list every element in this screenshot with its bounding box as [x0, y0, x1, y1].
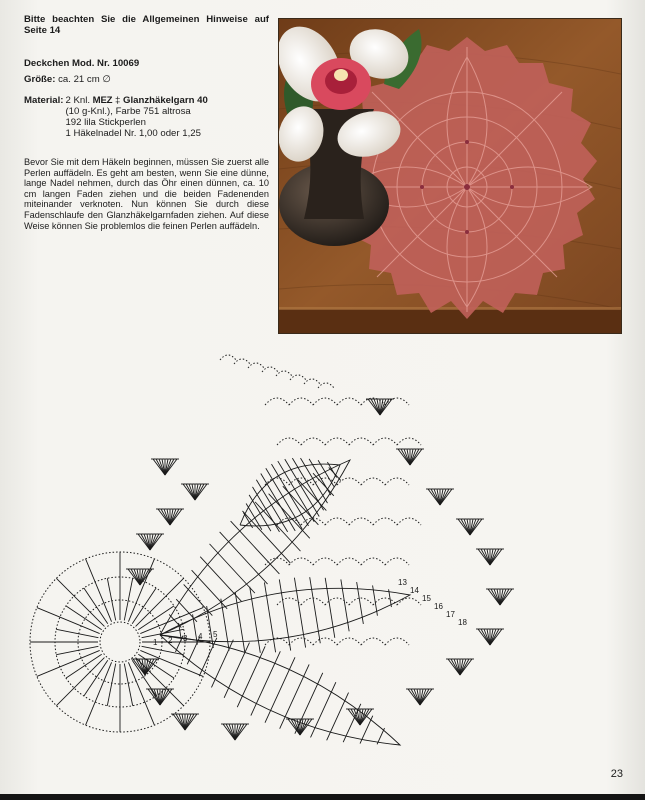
round-label: 3	[183, 634, 188, 643]
round-label: 14	[410, 586, 419, 595]
yarn-name: Glanzhäkelgarn 40	[123, 95, 208, 106]
round-label: 4	[198, 632, 203, 641]
material-line-hook: 1 Häkelnadel Nr. 1,00 oder 1,25	[65, 128, 201, 139]
yarn-quantity: 2 Knl.	[65, 95, 90, 106]
material-list	[24, 95, 269, 139]
round-label: 15	[422, 594, 431, 603]
brand-symbol-icon: ‡	[112, 95, 123, 106]
material-lines	[65, 95, 207, 139]
size-line	[24, 74, 269, 85]
doily-photo	[278, 18, 622, 334]
round-label: 17	[446, 610, 455, 619]
scan-border	[0, 794, 645, 800]
crochet-chart-drawing	[20, 345, 520, 757]
round-label: 5	[213, 630, 218, 639]
material-label: Material:	[24, 95, 64, 106]
material-line-yarn	[65, 95, 207, 106]
model-number: Deckchen Mod. Nr. 10069	[24, 58, 140, 69]
size-value: ca. 21 cm ∅	[58, 74, 111, 85]
general-notice: Bitte beachten Sie die Allgemeinen Hinweise auf Seite 14	[24, 14, 269, 36]
size-label: Größe:	[24, 74, 56, 85]
material-line-beads: 192 lila Stickperlen	[65, 117, 146, 128]
brand-logo: MEZ	[92, 95, 113, 106]
round-label: 16	[434, 602, 443, 611]
intro-paragraph: Bevor Sie mit dem Häkeln beginnen, müssen Sie zuerst alle Perlen auffädeln. Es geht am besten, wenn Sie eine dünne, lange Nadel nehmen, durch das Öhr einen dünnen, ca. 10 cm langen Faden ziehen und die beiden Fadenenden miteinander verknoten. Nun können Sie durch diese Fadenschlaufe den Glanzhäkelgarnfaden ziehen. Auf diese Weise können Sie problemlos die feinen Perlen auffädeln.	[24, 157, 269, 231]
round-label: 13	[398, 578, 407, 587]
round-label: 2	[168, 636, 173, 645]
round-label: 1	[153, 638, 158, 647]
crochet-chart	[20, 345, 520, 757]
material-line-color: (10 g-Knl.), Farbe 751 altrosa	[65, 106, 191, 117]
instructions-column	[24, 14, 269, 231]
round-label: 18	[458, 618, 467, 627]
doily-photo-image	[279, 19, 621, 333]
page-number: 23	[610, 768, 623, 780]
